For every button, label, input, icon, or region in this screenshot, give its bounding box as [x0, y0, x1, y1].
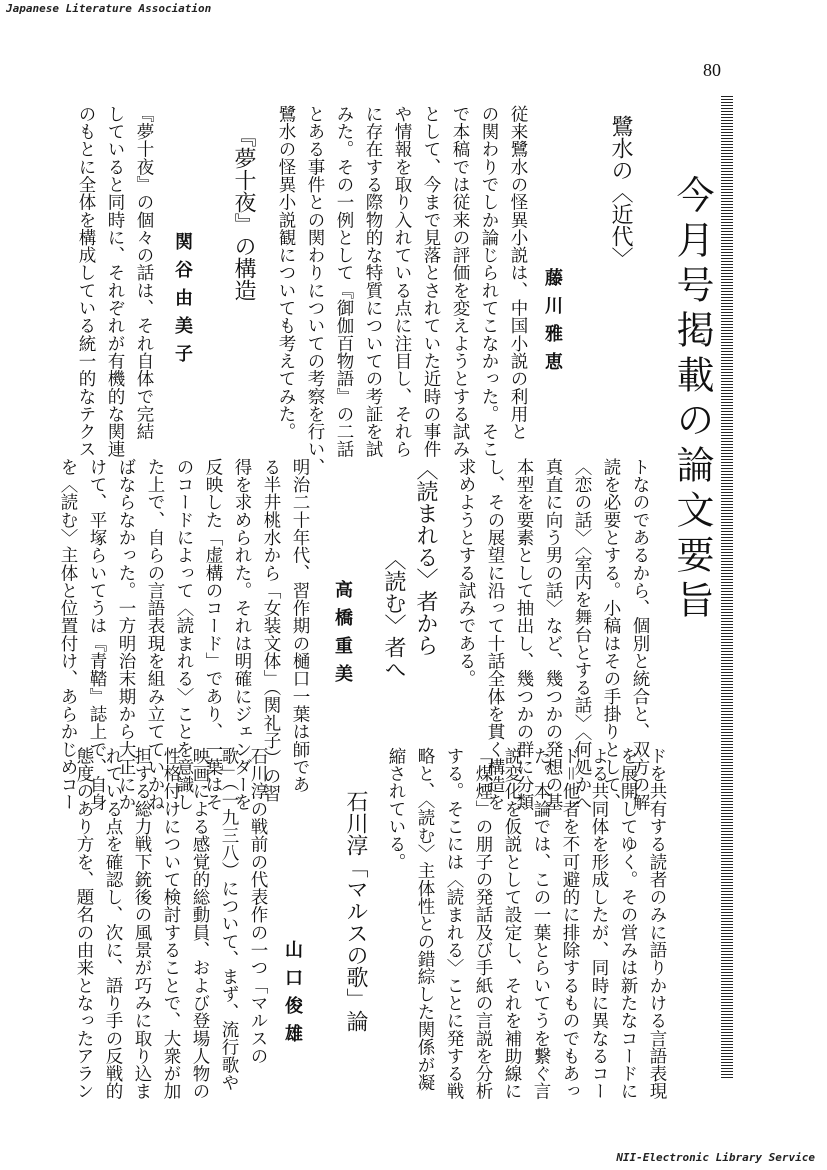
- header-org: Japanese Literature Association: [6, 2, 212, 15]
- footer-service: NII-Electronic Library Service: [616, 1151, 815, 1164]
- article3-line: た。本論では、この一葉とらいてうを繋ぐ言: [531, 747, 551, 1100]
- article3-line: を展開してゆく。その営みは新たなコードに: [618, 747, 638, 1100]
- article1-line: 従来鷺水の怪異小説は、中国小説の利用と: [508, 105, 528, 441]
- article1-line: や情報を取り入れている点に注目し、それら: [392, 105, 412, 458]
- article2-line: 『夢十夜』の個々の話は、それ自体で完結: [134, 105, 154, 441]
- article3-line: ド＝他者を不可避的に排除するものでもあっ: [560, 747, 580, 1100]
- article3-line: る半井桃水から「女装文体」（関礼子）の習: [261, 458, 281, 803]
- article2-line: のもとに全体を構成している統一的なテクス: [76, 105, 96, 458]
- article3-line: 反映した「虚構のコード」であり、一葉はそ: [203, 458, 223, 811]
- article2-line: トなのであるから、個別と統合と、双方の解: [630, 458, 650, 811]
- article4-line: 石川淳の戦前の代表作の一つ「マルスの: [248, 747, 268, 1065]
- article1-line: みた。その一例として『御伽百物語』の二話: [334, 105, 354, 458]
- article2-line: していると同時に、それぞれが有機的な関連: [105, 105, 125, 458]
- article3-title-line1: 〈読まれる〉者から: [413, 458, 438, 656]
- article3-line: けて、平塚らいてうは『青鞜』誌上で、自身: [87, 458, 107, 811]
- article4-line: 映画による感覚的総動員、および登場人物の: [190, 747, 210, 1100]
- article1-line: に存在する際物的な特質についての考証を試: [363, 105, 383, 458]
- article3-line: よる共同体を形成したが、同時に異なるコー: [589, 747, 609, 1100]
- article4-line: 性格付けについて検討することで、大衆が加: [161, 747, 181, 1100]
- article4-line: 歌」（一九三八）について、まず、流行歌や: [219, 747, 239, 1092]
- article2-line: 求めようとする試みである。: [456, 458, 476, 688]
- article1-line: 鷺水の怪異小説観についても考えてみた。: [276, 105, 296, 441]
- article4-author: 山口俊雄: [282, 940, 303, 1052]
- article2-line: 読を必要とする。小稿はその手掛りとして、: [601, 458, 621, 811]
- article1-title: 鷺水の〈近代〉: [608, 115, 633, 269]
- main-title: 今月号掲載の論文要旨: [670, 175, 714, 625]
- title-hatch-bar: [721, 96, 733, 1078]
- article2-line: 真直に向う男の話〉など、幾つかの発想の基: [543, 458, 563, 811]
- article3-line: 明治二十年代、習作期の樋口一葉は師であ: [290, 458, 310, 794]
- article3-line: を〈読む〉主体と位置付け、あらかじめコー: [58, 458, 78, 811]
- article2-title: 『夢十夜』の構造: [231, 125, 256, 301]
- article3-line: た上で、自らの言語表現を組み立てていかね: [145, 458, 165, 811]
- article3-line: のコードによって〈読まれる〉ことを意識し: [174, 458, 194, 811]
- article3-line: 説変化を仮説として設定し、それを補助線に: [502, 747, 522, 1100]
- article3-line: 得を求められた。それは明確にジェンダーを: [232, 458, 252, 811]
- article4-line: れている点を確認し、次に、語り手の反戦的: [103, 747, 123, 1100]
- article2-author: 関谷由美子: [172, 232, 193, 372]
- article2-line: 本型を要素として抽出し、幾つかの群に分類: [514, 458, 534, 811]
- article1-line: で本稿では従来の評価を変えようとする試み: [450, 105, 470, 458]
- article4-title: 石川淳「マルスの歌」論: [343, 790, 368, 1032]
- article3-line: ドを共有する読者のみに語りかける言語表現: [647, 747, 667, 1100]
- article3-author: 高橋重美: [332, 580, 353, 692]
- article3-title-line2: 〈読む〉者へ: [381, 548, 406, 680]
- article1-author: 藤川雅恵: [542, 268, 563, 380]
- article2-line: し、その展望に沿って十話全体を貫く構造を: [485, 458, 505, 811]
- article3-line: ばならなかった。一方明治末期から大正にか: [116, 458, 136, 811]
- article4-line: 担する総力戦下銃後の風景が巧みに取り込ま: [132, 747, 152, 1100]
- article1-line: として、今まで見落とされていた近時の事件: [421, 105, 441, 458]
- article3-line: 縮されている。: [386, 747, 406, 871]
- article4-line: 態度のあり方を、題名の由来となったアラン: [74, 747, 94, 1100]
- article1-line: の関わりでしか論じられてこなかった。そこ: [479, 105, 499, 458]
- article2-line: 〈恋の話〉〈室内を舞台とする話〉〈何処かへ: [572, 458, 592, 812]
- article3-line: 略と、〈読む〉主体性との錯綜した関係が凝: [415, 747, 435, 1092]
- page-number: 80: [703, 60, 721, 80]
- article3-line: する。そこには〈読まれる〉ことに発する戦: [444, 747, 464, 1100]
- article3-line: 「煤煙」の朋子の発話及び手紙の言説を分析: [473, 747, 493, 1100]
- article1-line: とある事件との関わりについての考察を行い、: [305, 105, 325, 476]
